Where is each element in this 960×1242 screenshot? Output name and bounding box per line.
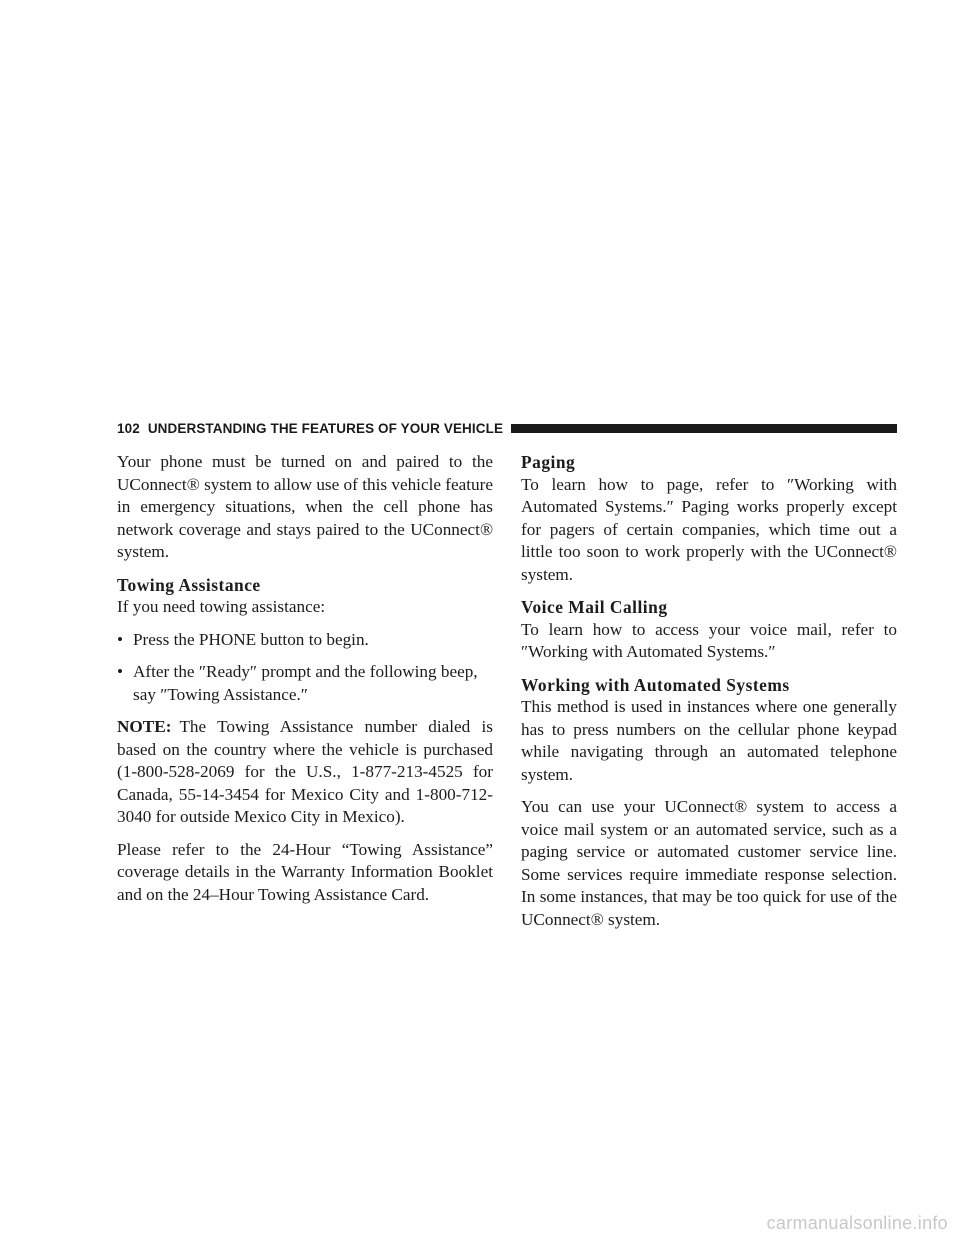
note-paragraph — [117, 716, 493, 829]
uconnect-paragraph: You can use your UConnect® system to access a voice mail system or an automated service, such as a paging service or automated customer service line. Some services require immediate response selection. In some instances, that may be too quick for use of the UConnect® system. — [521, 797, 897, 929]
page-header — [117, 418, 897, 438]
bullet-text: Press the PHONE button to begin. — [133, 629, 369, 649]
paging-heading: Paging — [521, 452, 576, 472]
automated-systems-heading: Working with Automated Systems — [521, 674, 790, 695]
refer-paragraph: Please refer to the 24-Hour “Towing Assistance” coverage details in the Warranty Information Booklet and on the 24–Hour Towing Assistance Card. — [117, 839, 493, 904]
header-rule — [511, 424, 897, 433]
section-title: UNDERSTANDING THE FEATURES OF YOUR VEHICLE — [147, 420, 504, 436]
bullet-text: After the ″Ready″ prompt and the following beep, say ″Towing Assistance.″ — [133, 662, 478, 704]
list-item — [117, 629, 493, 652]
bullet-icon: • — [117, 662, 124, 681]
right-column — [521, 451, 897, 931]
towing-assistance-heading: Towing Assistance — [117, 574, 261, 595]
note-label: NOTE: — [117, 717, 172, 736]
watermark: carmanualsonline.info — [766, 1213, 948, 1233]
voice-mail-heading: Voice Mail Calling — [521, 597, 668, 617]
note-text: The Towing Assistance number dialed is based on the country where the vehicle is purchased (1-800-528-2069 for the U.S., 1-877-213-4525 for Canada, 55-14-3454 for Mexico City and 1-800-712-3040 for outside Mexico City in Mexico). — [117, 717, 493, 826]
bullet-icon: • — [117, 629, 124, 649]
towing-lead-paragraph: If you need towing assistance: — [117, 597, 326, 616]
list-item — [117, 661, 493, 706]
page-number: 102 — [117, 420, 140, 436]
header-text — [117, 421, 503, 436]
intro-paragraph: Your phone must be turned on and paired to the UConnect® system to allow use of this vehicle feature in emergency situations, when the cell phone has network coverage and stays paired to the UConnect® system. — [117, 452, 493, 561]
left-column — [117, 451, 493, 906]
automated-systems-paragraph: This method is used in instances where one generally has to press numbers on the cellular phone keypad while navigating through an automated telephone system. — [521, 697, 897, 784]
voice-mail-paragraph: To learn how to access your voice mail, refer to ″Working with Automated Systems.″ — [521, 619, 897, 661]
paging-paragraph: To learn how to page, refer to ″Working with Automated Systems.″ Paging works properly except for pagers of certain companies, which time out a little too soon to work properly with the UConnect® system. — [521, 474, 897, 584]
